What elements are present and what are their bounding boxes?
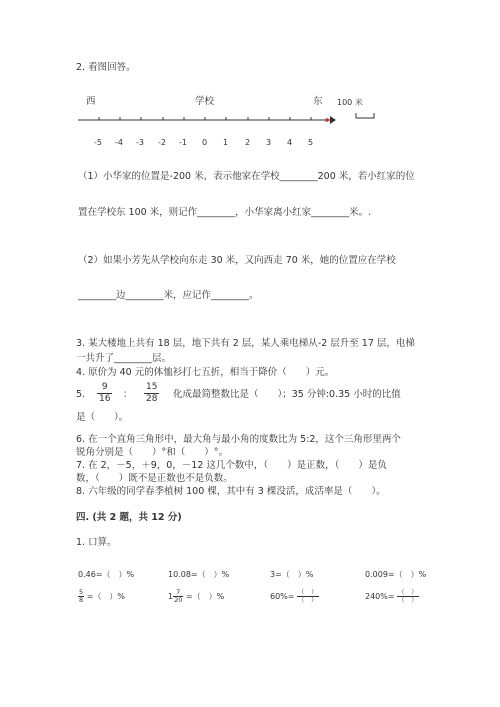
q5-fraction-2-den: 28 bbox=[146, 394, 158, 404]
tick-label: -1 bbox=[179, 138, 187, 147]
scale-label: 100 米 bbox=[337, 98, 363, 107]
oral-fraction bbox=[78, 589, 84, 604]
oral-item bbox=[270, 589, 319, 604]
oral-item-rest: =（ ）% bbox=[86, 592, 125, 601]
label-west: 西 bbox=[86, 96, 96, 107]
fraction-num: 7 bbox=[173, 589, 183, 597]
oral-item: 0.009=（ ）% bbox=[365, 570, 427, 579]
q5-fraction-2 bbox=[144, 382, 159, 405]
q5-fraction-2-num: 15 bbox=[146, 382, 158, 392]
fraction-den: （ ） bbox=[398, 596, 418, 604]
q7-line1: 7. 在 2，－5，＋9，0，－12 这几个数中，（ ）是正数，（ ）是负 bbox=[76, 460, 387, 471]
oral-title: 1. 口算。 bbox=[76, 537, 117, 548]
q5-label: 5. bbox=[76, 389, 86, 400]
q5-line2: 是（ ）。 bbox=[76, 412, 129, 423]
oral-item-rest: =（ ）% bbox=[185, 592, 225, 601]
q5-text: 化成最简整数比是（ ）；35 分钟:0.35 小时的比值 bbox=[173, 389, 401, 400]
q7-line2: 数，（ ）既不是正数也不是负数。 bbox=[76, 473, 233, 484]
fraction-den: 8 bbox=[79, 596, 84, 604]
fraction-den: 20 bbox=[174, 596, 183, 604]
scale-bracket bbox=[356, 113, 374, 118]
oral-fraction bbox=[297, 589, 319, 604]
q5-fraction-1 bbox=[97, 382, 112, 405]
tick-label: 0 bbox=[202, 138, 208, 147]
oral-item bbox=[168, 589, 224, 604]
q5-fraction-1-num: 9 bbox=[97, 382, 112, 394]
tick-label: 2 bbox=[245, 138, 251, 147]
tick-label: -5 bbox=[94, 138, 102, 147]
oral-item: 0.46=（ ）% bbox=[78, 570, 135, 579]
oral-item-pre: 240%= bbox=[365, 592, 395, 601]
label-east: 东 bbox=[313, 96, 323, 107]
number-line-end-dot bbox=[325, 118, 329, 122]
oral-item: 3=（ ）% bbox=[270, 570, 314, 579]
section-heading: 四. (共 2 题，共 12 分) bbox=[76, 512, 182, 523]
tick-label: -2 bbox=[158, 138, 166, 147]
fraction-den: （ ） bbox=[298, 596, 318, 604]
oral-item-pre: 60%= bbox=[270, 592, 295, 601]
q5-fraction-1-den: 16 bbox=[99, 394, 111, 404]
q2-title: 2. 看图回答。 bbox=[76, 62, 136, 73]
q6-line2: 锐角分别是（ ）°和（ ）°。 bbox=[76, 447, 229, 458]
q2-part1-line1: （1）小华家的位置是-200 米，表示他家在学校________200 米，若小红家的位 bbox=[78, 171, 415, 182]
mixed-number-int: 1 bbox=[168, 592, 174, 601]
fraction-num: （ ） bbox=[398, 588, 418, 596]
q2-part1-line2: 置在学校东 100 米，则记作________，小华家离小红家________米。. bbox=[78, 207, 372, 218]
tick-label: 1 bbox=[223, 138, 229, 147]
q2-part2-line2: ________边________米，应记作________。 bbox=[78, 290, 259, 301]
q4-text: 4. 原价为 40 元的体恤衫打七五折，相当于降价（ ）元。 bbox=[76, 367, 335, 378]
fraction-num: （ ） bbox=[298, 588, 318, 596]
q8-text: 8. 六年级的同学春季植树 100 棵，其中有 3 棵没活，成活率是（ ）。 bbox=[76, 486, 386, 497]
number-line-arrow bbox=[330, 116, 336, 124]
q6-line1: 6. 在一个直角三角形中，最大角与最小角的度数比为 5:2，这个三角形里两个 bbox=[76, 434, 401, 445]
oral-item: 10.08=（ ）% bbox=[168, 570, 230, 579]
tick-label: -4 bbox=[115, 138, 123, 147]
fraction-num: 5 bbox=[79, 588, 84, 596]
q3-line2: 一共升了________层。 bbox=[76, 353, 172, 364]
oral-fraction bbox=[397, 589, 419, 604]
q2-part2-line1: （2）如果小芳先从学校向东走 30 米，又向西走 70 米，她的位置应在学校 bbox=[78, 255, 396, 266]
q5-colon: ： bbox=[123, 389, 133, 400]
tick-label: 5 bbox=[308, 138, 314, 147]
q3-line1: 3. 某大楼地上共有 18 层，地下共有 2 层，某人乘电梯从-2 层升至 17 层，电梯 bbox=[76, 338, 415, 349]
oral-fraction bbox=[173, 589, 183, 604]
tick-label: 4 bbox=[287, 138, 293, 147]
tick-label: -3 bbox=[136, 138, 144, 147]
label-school: 学校 bbox=[195, 96, 215, 107]
tick-label: 3 bbox=[266, 138, 272, 147]
oral-item bbox=[78, 589, 125, 604]
oral-item bbox=[365, 589, 419, 604]
